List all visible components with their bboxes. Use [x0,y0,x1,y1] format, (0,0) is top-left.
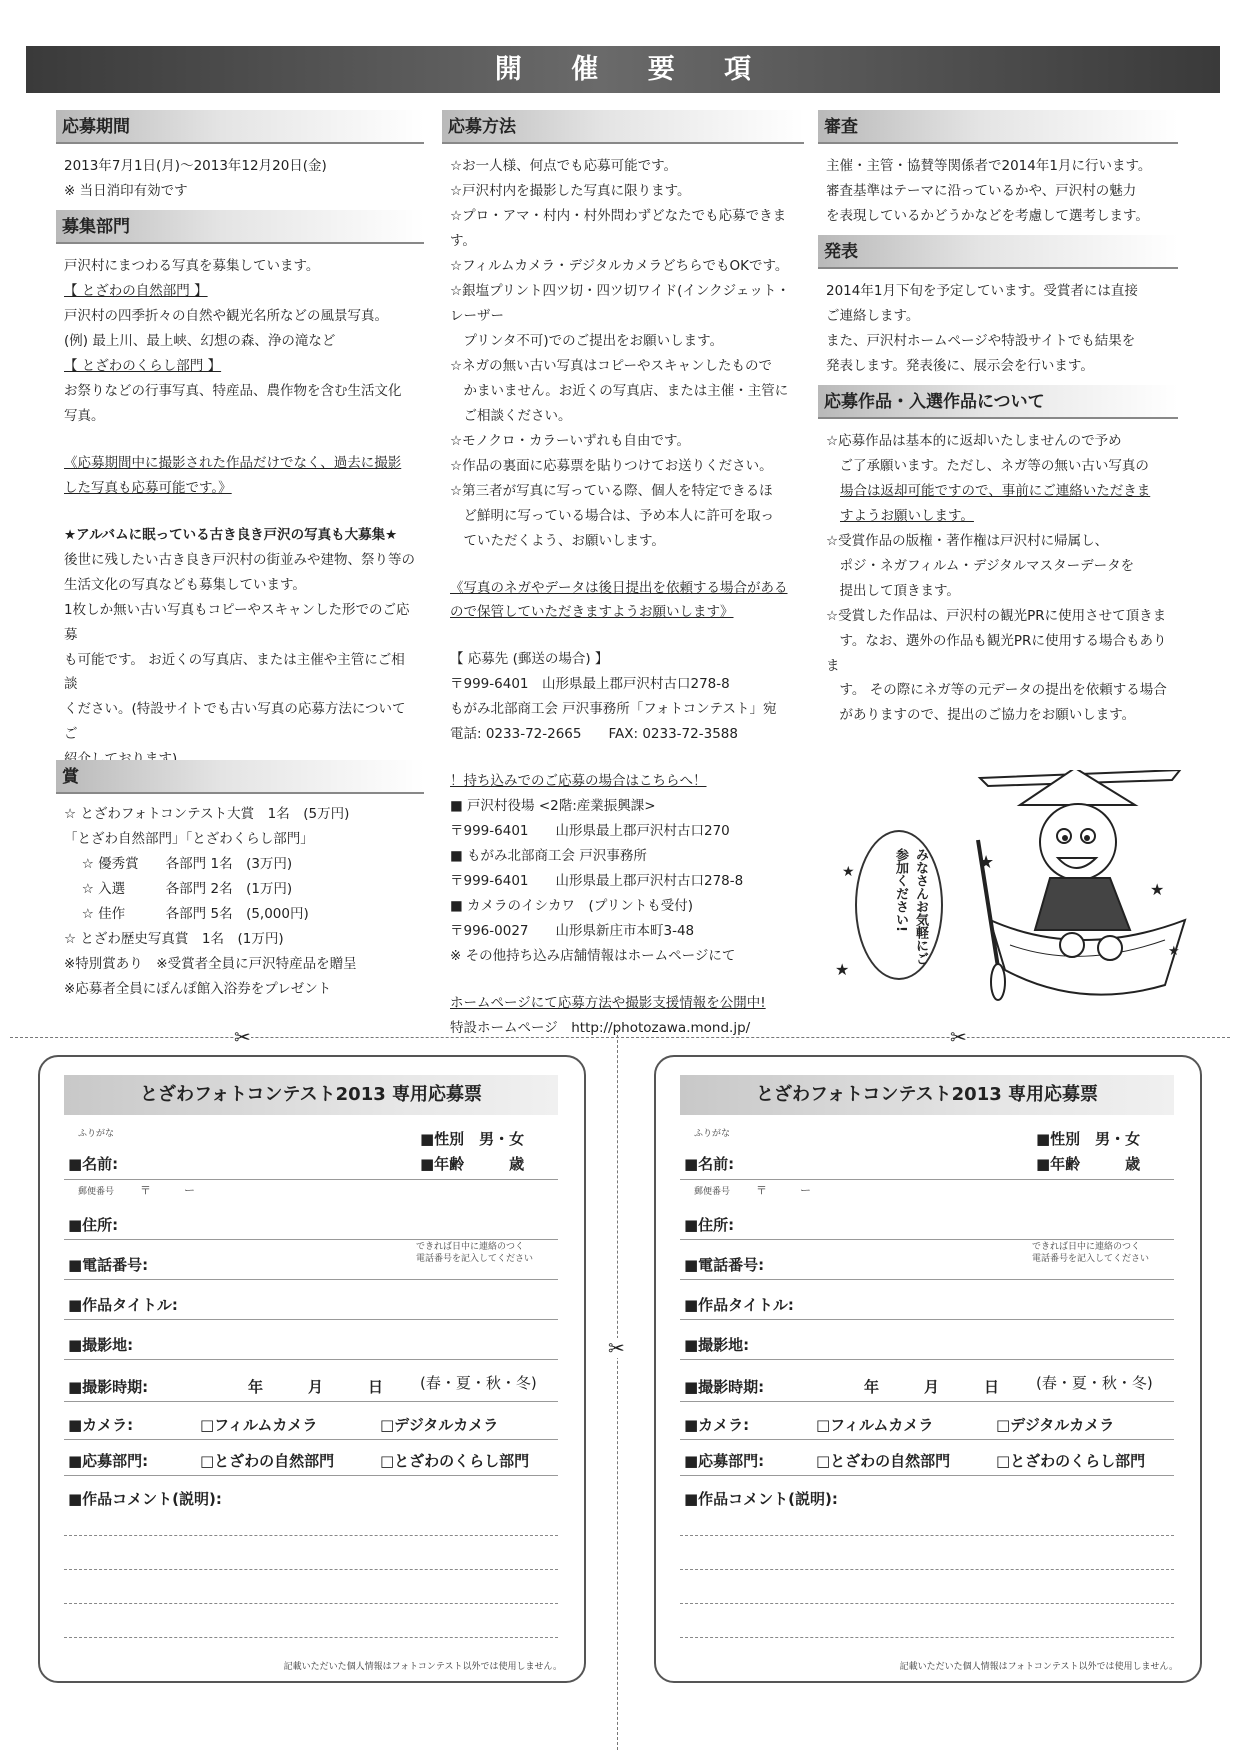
category-field: ■応募部門: [684,1452,765,1470]
nega-note: 《写真のネガやデータは後日提出を依頼する場合がある [450,579,788,596]
star-icon: ★ [1168,944,1180,959]
work-title-field[interactable]: ■作品タイトル: [684,1296,794,1314]
works-line: ☆受賞した作品は、戸沢村の観光PRに使用させて頂きま [826,607,1167,624]
location-field[interactable]: ■撮影地: [68,1336,134,1354]
method-item: ☆モノクロ・カラーいずれも自由です。 [450,432,690,449]
nature-category-example: (例) 最上川、最上峡、幻想の森、浄の滝など [64,332,336,349]
works-line: 提出して頂きます。 [826,582,960,599]
announce-line: ご連絡します。 [826,307,920,324]
album-text: 生活文化の写真なども募集しています。 [64,576,306,593]
method-item: ☆作品の裏面に応募票を貼りつけてお送りください。 [450,457,773,474]
nature-category-checkbox[interactable]: □とざわの自然部門 [200,1452,335,1470]
prize-line: ☆ とざわフォトコンテスト大賞 1名 (5万円) [64,806,350,822]
prize-line: ☆ とざわ歴史写真賞 1名 (1万円) [64,930,284,947]
entry-form-left [38,1055,586,1683]
season-options[interactable]: (春・夏・秋・冬) [420,1374,537,1392]
website-title: ホームページにて応募方法や撮影支援情報を公開中! [450,995,766,1012]
method-item: ☆戸沢村内を撮影した写真に限ります。 [450,182,691,199]
categories-heading: 募集部門 [56,210,424,244]
prize-line: ※特別賞あり ※受賞者全員に戸沢特産品を贈呈 [64,955,357,972]
work-title-field[interactable]: ■作品タイトル: [68,1296,178,1314]
life-category-desc-cont: 写真。 [64,407,105,424]
address-field[interactable]: ■住所: [68,1216,119,1234]
works-line: ☆受賞作品の版権・著作権は戸沢村に帰属し、 [826,532,1109,549]
method-item: ☆第三者が写真に写っている際、個人を特定できるほ [450,482,773,499]
right-column [818,110,1178,734]
announce-line: 発表します。発表後に、展示会を行います。 [826,357,1094,374]
gender-field[interactable]: ■性別 男・女 [420,1130,525,1148]
film-camera-checkbox[interactable]: □フィルムカメラ [816,1416,934,1434]
name-field[interactable]: ■名前: [684,1155,735,1173]
date-field[interactable]: 年 月 日 [864,1378,1000,1396]
judging-line: 審査基準はテーマに沿っているかや、戸沢村の魅力 [826,182,1137,199]
address-field[interactable]: ■住所: [684,1216,735,1234]
works-line: す。 その際にネガ等の元データの提出を依頼する場合 [826,682,1167,699]
digital-camera-checkbox[interactable]: □デジタルカメラ [996,1416,1115,1434]
post-title: 【 応募先 (郵送の場合) 】 [450,651,609,668]
announce-line: また、戸沢村ホームページや特設サイトでも結果を [826,332,1136,349]
bring-in-line: 〒999-6401 山形県最上郡戸沢村古口278-8 [450,873,744,890]
age-field[interactable]: ■年齢 歳 [1036,1155,1141,1173]
works-line: ☆応募作品は基本的に返却いたしませんので予め [826,432,1122,449]
method-item: かまいません。お近くの写真店、または主催・主管に [450,382,789,399]
works-line: ポジ・ネガフィルム・デジタルマスターデータを [826,557,1135,574]
prize-line: ☆ 優秀賞 各部門 1名 (3万円) [64,855,293,872]
bring-in-line: ※ その他持ち込み店舗情報はホームページにて [450,948,736,965]
prize-line: ☆ 佳作 各部門 5名 (5,000円) [64,905,309,922]
privacy-note: 記載いただいた個人情報はフォトコンテスト以外では使用しません。 [283,1662,562,1672]
location-field[interactable]: ■撮影地: [684,1336,750,1354]
postal-code-field[interactable]: 〒 ー [756,1184,811,1197]
album-text: ください。(特設サイトでも古い写真の応募方法についてご [64,701,406,743]
period-heading: 応募期間 [56,110,424,144]
form-title: とざわフォトコンテスト2013 専用応募票 [680,1075,1174,1115]
camera-field: ■カメラ: [68,1416,134,1434]
life-category-desc: お祭りなどの行事写真、特産品、農作物を含む生活文化 [64,382,402,399]
nature-category-desc: 戸沢村の四季折々の自然や観光名所などの風景写真。 [64,307,388,324]
category-field: ■応募部門: [68,1452,149,1470]
categories-intro: 戸沢村にまつわる写真を募集しています。 [64,257,320,274]
phone-note-cont: 電話番号を記入してください [1032,1254,1150,1264]
works-line: ご了承願います。ただし、ネガ等の無い古い写真の [826,457,1149,474]
phone-note: できれば日中に連絡のつく [1032,1242,1141,1252]
form-title: とざわフォトコンテスト2013 専用応募票 [64,1075,558,1115]
bring-in-line: 〒999-6401 山形県最上郡戸沢村古口270 [450,823,730,840]
star-icon: ★ [842,864,855,880]
furigana-label: ふりがな [78,1129,115,1139]
speech-bubble-text: みなさんお気軽にご参加ください! [893,848,928,965]
phone-field[interactable]: ■電話番号: [68,1256,149,1274]
bring-in-title: ！持ち込みでのご応募の場合はこちらへ！ [450,773,707,790]
works-line: がありますので、提出のご協力をお願いします。 [826,707,1136,724]
cut-line-horizontal [10,1037,1230,1038]
bring-in-line: ■ もがみ北部商工会 戸沢事務所 [450,848,647,865]
comment-field[interactable]: ■作品コメント(説明): [68,1490,222,1508]
announce-heading: 発表 [818,235,1178,269]
prize-line: 「とざわ自然部門」「とざわくらし部門」 [64,830,314,847]
entry-form-right [654,1055,1202,1683]
life-category-checkbox[interactable]: □とざわのくらし部門 [996,1452,1146,1470]
period-body [56,144,424,210]
life-category-title: 【 とざわのくらし部門 】 [64,357,222,374]
postal-code-field[interactable]: 〒 ー [140,1184,195,1197]
prizes-section [56,760,424,1008]
name-field[interactable]: ■名前: [68,1155,119,1173]
camera-field: ■カメラ: [684,1416,750,1434]
phone-field[interactable]: ■電話番号: [684,1256,765,1274]
method-heading: 応募方法 [442,110,804,144]
middle-column [442,110,804,1047]
digital-camera-checkbox[interactable]: □デジタルカメラ [380,1416,499,1434]
method-item: ☆お一人様、何点でも応募可能です。 [450,158,678,174]
album-text: 1枚しか無い古い写真もコピーやスキャンした形でのご応募 [64,601,410,643]
bring-in-line: 〒996-0027 山形県新庄市本町3-48 [450,923,695,940]
postal-code-label: 郵便番号 [694,1187,731,1197]
date-field[interactable]: 年 月 日 [248,1378,384,1396]
post-phone-fax: 電話: 0233-72-2665 FAX: 0233-72-3588 [450,726,738,743]
past-photo-note: 《応募期間中に撮影された作品だけでなく、過去に撮影 [64,454,402,471]
works-line: 場合は返却可能ですので、事前にご連絡いただきま [840,482,1151,499]
prize-line: ※応募者全員にぽんぽ館入浴券をプレゼント [64,980,332,997]
album-text: 後世に残したい古き良き戸沢村の街並みや建物、祭り等の [64,551,415,568]
method-item: プリンタ不可)でのご提出をお願いします。 [450,332,724,349]
period-dates: 2013年7月1日(月)～2013年12月20日(金) [64,158,327,174]
past-photo-note-cont: した写真も応募可能です。》 [64,479,232,496]
postal-code-label: 郵便番号 [78,1187,115,1197]
judging-line: 主催・主管・協賛等関係者で2014年1月に行います。 [826,158,1152,174]
works-heading: 応募作品・入選作品について [818,385,1178,419]
star-icon: ★ [835,960,850,979]
scissors-icon: ✂ [234,1025,251,1049]
method-item: ていただくよう、お願いします。 [450,532,665,549]
scissors-icon: ✂ [608,1336,625,1360]
shooting-time-field[interactable]: ■撮影時期: [684,1378,765,1396]
website-url[interactable]: 特設ホームページ http://photozawa.mond.jp/ [450,1020,751,1037]
method-body [442,144,804,1047]
method-item: ☆銀塩プリント四ツ切・四ツ切ワイド(インクジェット・レーザー [450,282,790,324]
scissors-icon: ✂ [950,1025,967,1049]
method-item: ご相談ください。 [450,407,572,424]
post-organization: もがみ北部商工会 戸沢事務所「フォトコンテスト」宛 [450,701,777,718]
shooting-time-field[interactable]: ■撮影時期: [68,1378,149,1396]
phone-note: できれば日中に連絡のつく [416,1242,525,1252]
comment-field[interactable]: ■作品コメント(説明): [684,1490,838,1508]
nature-category-title: 【 とざわの自然部門 】 [64,282,208,299]
page-banner: 開 催 要 項 [26,46,1220,93]
phone-note-cont: 電話番号を記入してください [416,1254,534,1264]
star-icon: ★ [1150,880,1165,899]
age-field[interactable]: ■年齢 歳 [420,1155,525,1173]
left-column [56,110,424,778]
bring-in-line: ■ 戸沢村役場 <2階:産業振興課> [450,798,656,815]
works-line: す。なお、選外の作品も観光PRに使用する場合もありま [826,632,1167,674]
album-text: も可能です。 お近くの写真店、または主催や主管にご相談 [64,651,405,693]
method-item: ☆ネガの無い古い写真はコピーやスキャンしたもので [450,357,773,374]
categories-body [56,244,424,778]
prizes-heading: 賞 [56,760,424,794]
album-title: ★アルバムに眠っている古き良き戸沢の写真も大募集★ [64,526,398,543]
judging-heading: 審査 [818,110,1178,144]
method-item: ☆フィルムカメラ・デジタルカメラどちらでもOKです。 [450,257,789,274]
period-note: ※ 当日消印有効です [64,182,188,199]
life-category-checkbox[interactable]: □とざわのくらし部門 [380,1452,530,1470]
judging-line: を表現しているかどうかなどを考慮して選考します。 [826,207,1149,224]
nature-category-checkbox[interactable]: □とざわの自然部門 [816,1452,951,1470]
post-address: 〒999-6401 山形県最上郡戸沢村古口278-8 [450,676,730,693]
nega-note-cont: ので保管していただきますようお願いします》 [450,604,734,621]
gender-field[interactable]: ■性別 男・女 [1036,1130,1141,1148]
cut-line-vertical [617,1030,618,1750]
method-item: ど鮮明に写っている場合は、予め本人に許可を取っ [450,507,774,524]
star-icon: ★ [978,852,995,873]
works-line: すようお願いします。 [840,507,974,524]
furigana-label: ふりがな [694,1129,731,1139]
bring-in-line: ■ カメラのイシカワ (プリントも受付) [450,898,694,915]
prize-line: ☆ 入選 各部門 2名 (1万円) [64,880,293,897]
season-options[interactable]: (春・夏・秋・冬) [1036,1374,1153,1392]
film-camera-checkbox[interactable]: □フィルムカメラ [200,1416,318,1434]
method-item: ☆プロ・アマ・村内・村外問わずどなたでも応募できます。 [450,207,787,249]
privacy-note: 記載いただいた個人情報はフォトコンテスト以外では使用しません。 [899,1662,1178,1672]
announce-line: 2014年1月下旬を予定しています。受賞者には直接 [826,282,1138,299]
